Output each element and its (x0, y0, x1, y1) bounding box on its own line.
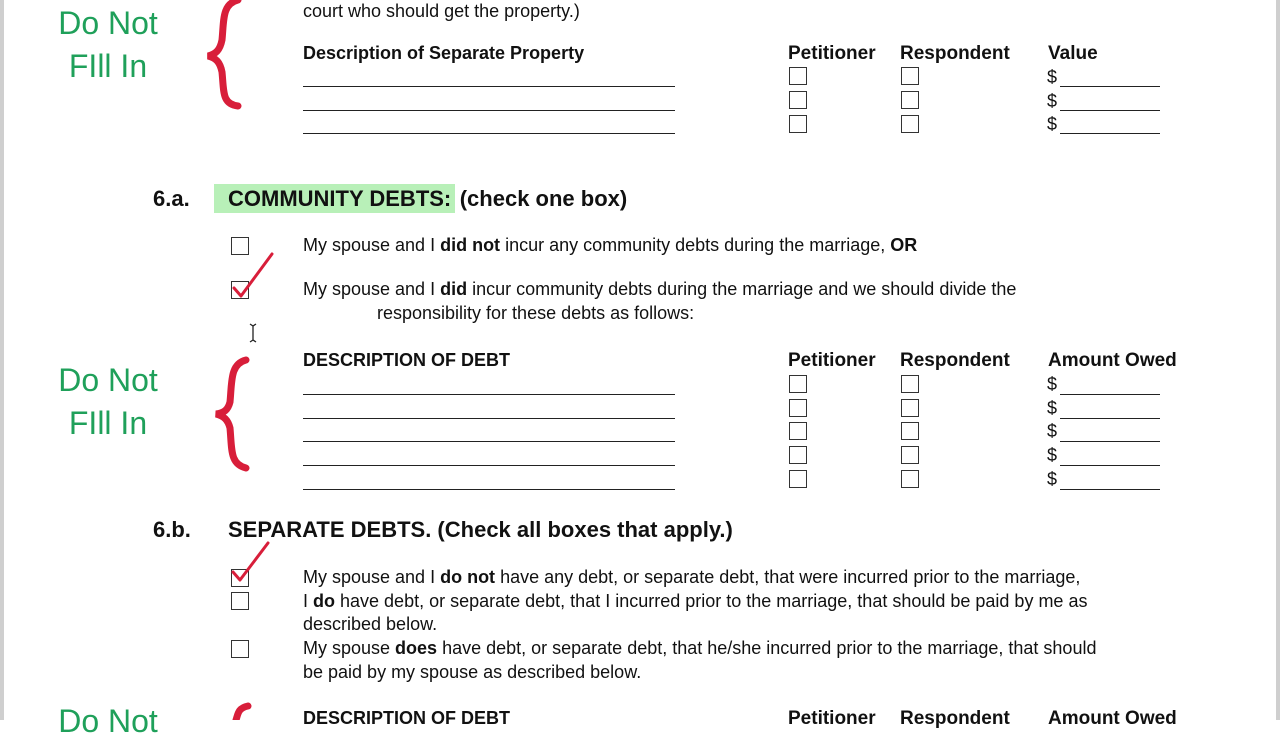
amount-line-3[interactable] (1060, 441, 1160, 442)
col-petitioner-2: Petitioner (788, 350, 876, 371)
col-respondent-3: Respondent (900, 708, 1010, 729)
community-debts-yes-text: My spouse and I did incur community debts during the marriage and we should divide the (303, 279, 1017, 299)
annotation-line1: Do Not (58, 5, 158, 41)
section-number-6b: 6.b. (153, 517, 191, 542)
value-currency-1: $ (1047, 67, 1058, 87)
amount-line-1[interactable] (1060, 394, 1160, 395)
separate-debts-spouse-text-line2: be paid by my spouse as described below. (303, 662, 642, 682)
debt-petitioner-checkbox-2[interactable] (789, 399, 807, 417)
annotation-line2: FIll In (68, 405, 148, 441)
amount-line-2[interactable] (1060, 418, 1160, 419)
community-debts-none-text: My spouse and I did not incur any community debts during the marriage, OR (303, 235, 918, 255)
section-title-6a: COMMUNITY DEBTS: (214, 184, 455, 213)
property-respondent-checkbox-1[interactable] (901, 67, 919, 85)
separate-debts-none-text: My spouse and I do not have any debt, or separate debt, that were incurred prior to the marriage, (303, 567, 1081, 587)
property-petitioner-checkbox-1[interactable] (789, 67, 807, 85)
value-line-3[interactable] (1060, 133, 1160, 134)
community-debts-yes-text-line2: responsibility for these debts as follows: (377, 303, 695, 323)
debt-respondent-checkbox-1[interactable] (901, 375, 919, 393)
separate-debts-mine-text-line2: described below. (303, 614, 438, 634)
window-border-left (0, 0, 4, 720)
section-number-6a: 6.a. (153, 186, 190, 211)
annotation-line1: Do Not (58, 362, 158, 398)
do-not-fill-annotation-3 (48, 700, 168, 743)
separate-debts-spouse-checkbox[interactable] (231, 640, 249, 658)
text-cursor-icon (248, 322, 260, 344)
debt-line-5[interactable] (303, 489, 675, 490)
debt-respondent-checkbox-5[interactable] (901, 470, 919, 488)
amount-currency-2: $ (1047, 398, 1058, 418)
red-brace-icon (200, 0, 250, 110)
section-title-6b: SEPARATE DEBTS. (Check all boxes that apply.) (228, 517, 733, 542)
amount-line-5[interactable] (1060, 489, 1160, 490)
property-line-2[interactable] (303, 110, 675, 111)
amount-currency-1: $ (1047, 374, 1058, 394)
separate-debts-spouse-text: My spouse does have debt, or separate debt, that he/she incurred prior to the marriage, that should (303, 638, 1097, 658)
col-description-property: Description of Separate Property (303, 43, 585, 63)
debt-petitioner-checkbox-5[interactable] (789, 470, 807, 488)
amount-currency-3: $ (1047, 421, 1058, 441)
red-checkmark-icon (228, 540, 274, 586)
debt-line-3[interactable] (303, 441, 675, 442)
property-instruction-text: court who should get the property.) (303, 1, 580, 21)
separate-debts-mine-text: I do have debt, or separate debt, that I incurred prior to the marriage, that should be paid by me as (303, 591, 1088, 611)
value-line-1[interactable] (1060, 86, 1160, 87)
col-amount-owed-2: Amount Owed (1048, 708, 1177, 729)
debt-line-2[interactable] (303, 418, 675, 419)
do-not-fill-annotation-1 (48, 2, 168, 88)
red-brace-icon (214, 700, 254, 720)
debt-respondent-checkbox-4[interactable] (901, 446, 919, 464)
col-amount-owed: Amount Owed (1048, 350, 1177, 371)
debt-line-1[interactable] (303, 394, 675, 395)
debt-respondent-checkbox-3[interactable] (901, 422, 919, 440)
value-currency-2: $ (1047, 91, 1058, 111)
annotation-line1: Do Not (58, 703, 158, 739)
property-respondent-checkbox-3[interactable] (901, 115, 919, 133)
separate-debts-mine-checkbox[interactable] (231, 592, 249, 610)
window-border-right (1276, 0, 1280, 720)
red-checkmark-icon (228, 250, 278, 302)
amount-currency-5: $ (1047, 469, 1058, 489)
col-respondent-1: Respondent (900, 43, 1010, 64)
annotation-line2: FIll In (68, 48, 148, 84)
col-respondent-2: Respondent (900, 350, 1010, 371)
do-not-fill-annotation-2 (48, 359, 168, 445)
property-line-1[interactable] (303, 86, 675, 87)
col-petitioner-1: Petitioner (788, 43, 876, 64)
property-petitioner-checkbox-2[interactable] (789, 91, 807, 109)
property-petitioner-checkbox-3[interactable] (789, 115, 807, 133)
debt-petitioner-checkbox-4[interactable] (789, 446, 807, 464)
amount-currency-4: $ (1047, 445, 1058, 465)
property-respondent-checkbox-2[interactable] (901, 91, 919, 109)
red-brace-icon (206, 356, 256, 472)
debt-petitioner-checkbox-1[interactable] (789, 375, 807, 393)
value-line-2[interactable] (1060, 110, 1160, 111)
col-description-debt-2: DESCRIPTION OF DEBT (303, 708, 511, 728)
section-heading-6a (228, 186, 627, 212)
debt-line-4[interactable] (303, 465, 675, 466)
debt-respondent-checkbox-2[interactable] (901, 399, 919, 417)
property-line-3[interactable] (303, 133, 675, 134)
value-currency-3: $ (1047, 114, 1058, 134)
col-description-debt: DESCRIPTION OF DEBT (303, 350, 511, 370)
section-instruction-6a: (check one box) (459, 186, 628, 211)
amount-line-4[interactable] (1060, 465, 1160, 466)
col-value: Value (1048, 43, 1098, 64)
debt-petitioner-checkbox-3[interactable] (789, 422, 807, 440)
col-petitioner-3: Petitioner (788, 708, 876, 729)
